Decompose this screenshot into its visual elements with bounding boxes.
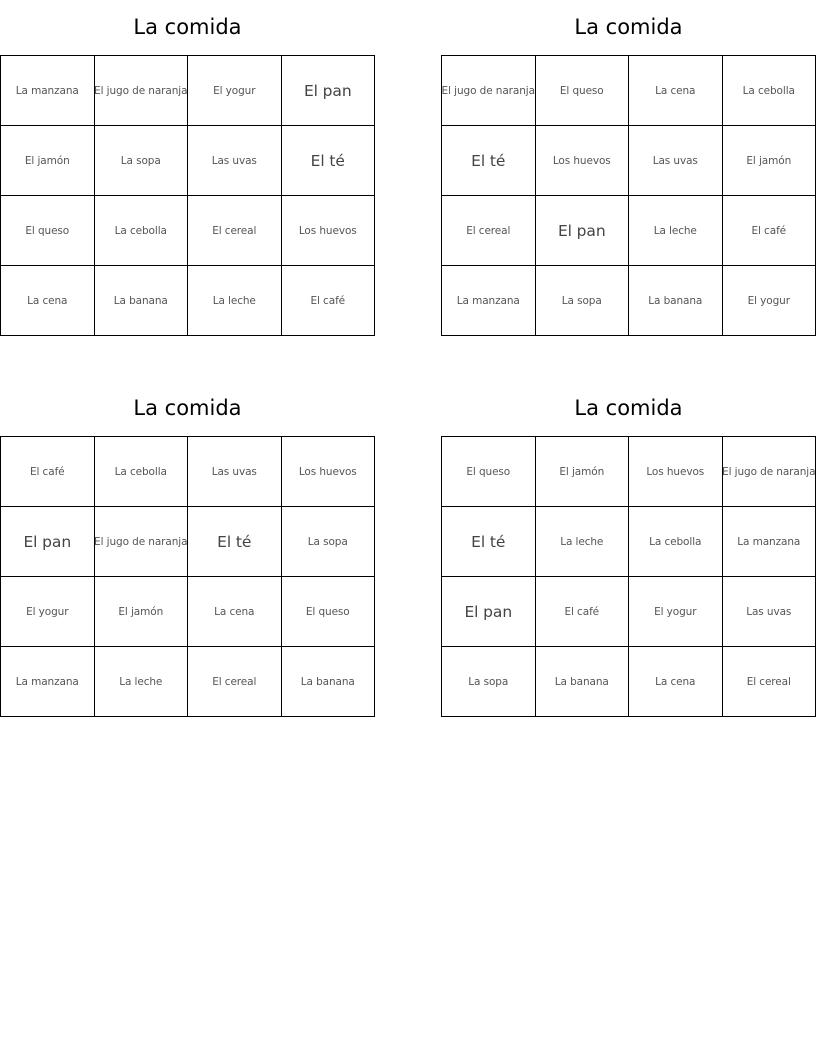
bingo-grid <box>441 55 816 336</box>
bingo-grid <box>0 436 375 717</box>
grid-cell: El jugo de naranja <box>95 507 189 577</box>
grid-cell: El cereal <box>188 647 282 717</box>
grid-cell: El café <box>536 577 630 647</box>
grid-cell: La cebolla <box>95 196 189 266</box>
grid-cell: Los huevos <box>536 126 630 196</box>
card-title: La comida <box>133 15 242 39</box>
grid-cell: La sopa <box>536 266 630 336</box>
grid-cell: El jugo de naranja <box>442 56 536 126</box>
grid-cell: Los huevos <box>282 437 376 507</box>
grid-cell: El jamón <box>1 126 95 196</box>
grid-cell: El cereal <box>188 196 282 266</box>
grid-cell: El pan <box>536 196 630 266</box>
grid-cell: La cena <box>629 647 723 717</box>
grid-cell: La manzana <box>1 56 95 126</box>
grid-cell: El queso <box>442 437 536 507</box>
grid-cell: El pan <box>1 507 95 577</box>
grid-cell: Las uvas <box>188 437 282 507</box>
grid-cell: La manzana <box>723 507 816 577</box>
grid-cell: La manzana <box>1 647 95 717</box>
grid-cell: La banana <box>282 647 376 717</box>
grid-cell: La cena <box>629 56 723 126</box>
grid-cell: El yogur <box>188 56 282 126</box>
grid-cell: La banana <box>536 647 630 717</box>
grid-cell: La cebolla <box>723 56 816 126</box>
grid-cell: El cereal <box>723 647 816 717</box>
grid-cell: La sopa <box>282 507 376 577</box>
grid-cell: El jamón <box>536 437 630 507</box>
grid-cell: El té <box>442 126 536 196</box>
grid-cell: El yogur <box>723 266 816 336</box>
grid-cell: El jamón <box>95 577 189 647</box>
grid-cell: La cena <box>188 577 282 647</box>
grid-cell: El té <box>188 507 282 577</box>
grid-cell: Las uvas <box>188 126 282 196</box>
grid-cell: El café <box>1 437 95 507</box>
card-title: La comida <box>133 396 242 420</box>
grid-cell: El cereal <box>442 196 536 266</box>
card-title: La comida <box>574 396 683 420</box>
grid-cell: El café <box>282 266 376 336</box>
grid-cell: El yogur <box>629 577 723 647</box>
grid-cell: El té <box>282 126 376 196</box>
grid-cell: La sopa <box>95 126 189 196</box>
grid-cell: La banana <box>95 266 189 336</box>
grid-cell: El queso <box>536 56 630 126</box>
grid-cell: El yogur <box>1 577 95 647</box>
grid-cell: La leche <box>95 647 189 717</box>
grid-cell: El pan <box>282 56 376 126</box>
grid-cell: El té <box>442 507 536 577</box>
grid-cell: La leche <box>629 196 723 266</box>
grid-cell: Las uvas <box>629 126 723 196</box>
card-title: La comida <box>574 15 683 39</box>
bingo-grid <box>441 436 816 717</box>
grid-cell: La leche <box>536 507 630 577</box>
grid-cell: Las uvas <box>723 577 816 647</box>
grid-cell: El jamón <box>723 126 816 196</box>
grid-cell: La manzana <box>442 266 536 336</box>
grid-cell: El jugo de naranja <box>95 56 189 126</box>
grid-cell: El jugo de naranja <box>723 437 816 507</box>
grid-cell: La cebolla <box>95 437 189 507</box>
grid-cell: La leche <box>188 266 282 336</box>
bingo-grid <box>0 55 375 336</box>
grid-cell: Los huevos <box>282 196 376 266</box>
grid-cell: El queso <box>282 577 376 647</box>
grid-cell: La sopa <box>442 647 536 717</box>
grid-cell: Los huevos <box>629 437 723 507</box>
grid-cell: El queso <box>1 196 95 266</box>
bingo-card-1 <box>0 0 375 336</box>
bingo-card-3 <box>0 381 375 717</box>
grid-cell: La cebolla <box>629 507 723 577</box>
grid-cell: El café <box>723 196 816 266</box>
grid-cell: La banana <box>629 266 723 336</box>
bingo-card-4 <box>441 381 816 717</box>
grid-cell: La cena <box>1 266 95 336</box>
grid-cell: El pan <box>442 577 536 647</box>
bingo-card-2 <box>441 0 816 336</box>
